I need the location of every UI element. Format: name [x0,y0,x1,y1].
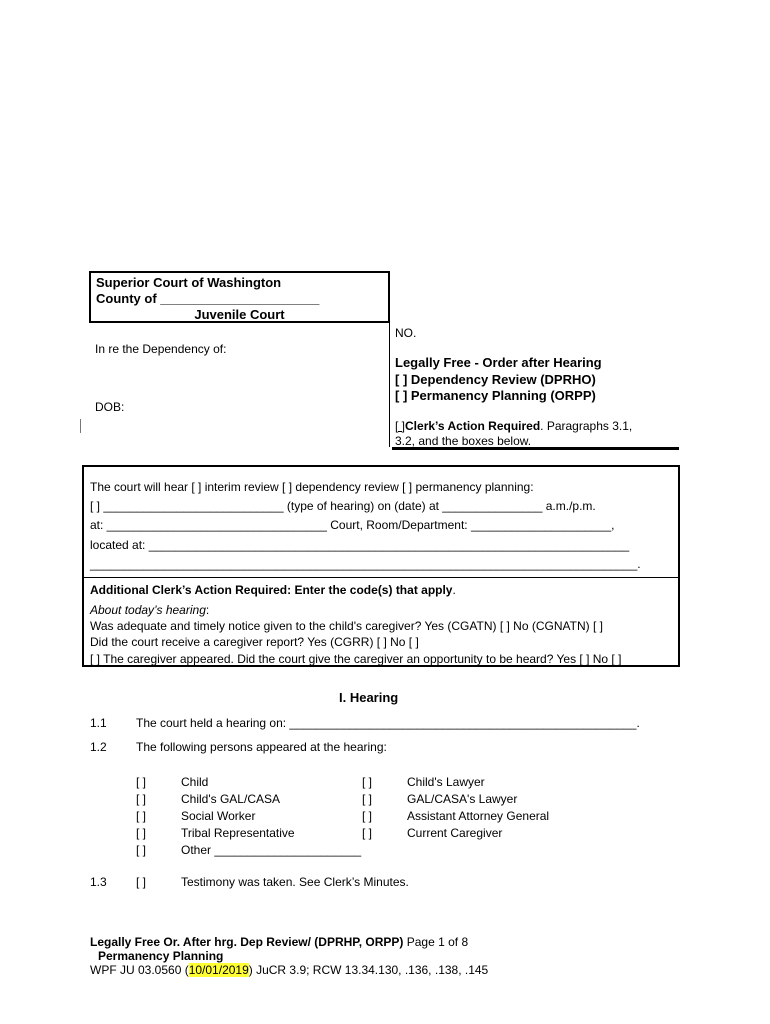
in-re-label: In re the Dependency of: [95,342,227,356]
additional-clerk-heading-text: Additional Clerk’s Action Required: Enter the code(s) that apply [90,583,453,597]
attendee-social-worker-checkbox[interactable]: [ ] [136,809,147,823]
hearing-court-line: at: _________________________________ Court, Room/Department: _____________________, [90,518,615,532]
para-1-1-number: 1.1 [90,716,107,730]
additional-clerk-heading-end: . [452,583,456,597]
testimony-checkbox[interactable]: [ ] [136,875,147,889]
attendee-tribal-label: Tribal Representative [181,826,295,840]
clerk-action-checkbox[interactable]: [ ] [395,419,406,433]
about-todays-hearing-colon: : [205,603,210,617]
attendee-childs-lawyer-checkbox[interactable]: [ ] [362,775,373,789]
attendee-other-label: Other ______________________ [181,843,362,857]
attendee-child-label: Child [181,775,209,789]
next-hearing-box [82,465,680,667]
attendee-gal-lawyer-checkbox[interactable]: [ ] [362,792,373,806]
attendee-other-checkbox[interactable]: [ ] [136,843,147,857]
juvenile-court: Juvenile Court [194,307,285,322]
hearing-date-line: [ ] ___________________________ (type of hearing) on (date) at _______________ a.m./p.m. [90,499,596,513]
hearing-type-line: The court will hear [ ] interim review [ ] dependency review [ ] permanency planning: [90,480,534,494]
footer-page-number: Page 1 of 8 [403,935,469,949]
notice-question: Was adequate and timely notice given to the child's caregiver? Yes (CGATN) [ ] No (CGNATN) [ ] [90,619,603,633]
about-todays-hearing [90,603,209,617]
court-caption-box [89,271,389,323]
clerk-action-required: Clerk’s Action Required [405,419,541,433]
county-line: County of ______________________ [96,291,320,306]
caregiver-report-question: Did the court receive a caregiver report? Yes (CGRR) [ ] No [ ] [90,635,419,649]
footer-form-number [90,963,488,977]
about-todays-hearing-text: About today’s hearing [90,603,206,617]
hearing-location-line: located at: ________________________________________________________________________ [90,538,630,552]
clerk-action-line [395,419,632,433]
dependency-review-option[interactable]: [ ] Dependency Review (DPRHO) [395,372,596,387]
footer-form-title-bold: Legally Free Or. After hrg. Dep Review/ (DPRHP, ORPP) [90,935,404,949]
caption-divider-vertical [389,271,390,447]
hearing-location-line2: __________________________________________________________________________________. [90,557,641,571]
footer-statutes: ) JuCR 3.9; RCW 13.34.130, .136, .138, .145 [248,963,489,977]
attendee-gal-lawyer-label: GAL/CASA's Lawyer [407,792,518,806]
attendee-childs-lawyer-label: Child's Lawyer [407,775,485,789]
attendee-tribal-checkbox[interactable]: [ ] [136,826,147,840]
order-title: Legally Free - Order after Hearing [395,355,602,370]
para-1-3-text: Testimony was taken. See Clerk’s Minutes. [181,875,409,889]
clerk-action-line2: 3.2, and the boxes below. [395,434,532,448]
caregiver-heard-question: [ ] The caregiver appeared. Did the court give the caregiver an opportunity to be heard? Yes [ ] No [ ] [90,652,622,666]
footer-form-id: WPF JU 03.0560 ( [90,963,189,977]
attendee-social-worker-label: Social Worker [181,809,256,823]
court-name: Superior Court of Washington [96,275,282,290]
footer-form-title [90,935,468,949]
para-1-3-number: 1.3 [90,875,107,889]
attendee-child-checkbox[interactable]: [ ] [136,775,147,789]
case-number-label: NO. [395,326,417,340]
attendee-caregiver-checkbox[interactable]: [ ] [362,826,373,840]
clerk-action-rest: . Paragraphs 3.1, [540,419,633,433]
additional-clerk-heading [90,583,456,597]
para-1-2-text: The following persons appeared at the hearing: [136,740,387,754]
dob-label: DOB: [95,400,125,414]
attendee-gal-label: Child's GAL/CASA [181,792,280,806]
permanency-planning-option[interactable]: [ ] Permanency Planning (ORPP) [395,388,596,403]
attendee-aag-checkbox[interactable]: [ ] [362,809,373,823]
attendee-caregiver-label: Current Caregiver [407,826,503,840]
margin-mark [80,419,81,433]
para-1-1-text: The court held a hearing on: ____________________________________________________. [136,716,640,730]
attendee-gal-checkbox[interactable]: [ ] [136,792,147,806]
section-hearing-heading: I. Hearing [339,690,399,705]
hearing-box-divider [84,577,678,578]
para-1-2-number: 1.2 [90,740,107,754]
footer-permanency-planning: Permanency Planning [98,949,224,963]
footer-revision-date: 10/01/2019 [188,963,249,977]
attendee-aag-label: Assistant Attorney General [407,809,550,823]
